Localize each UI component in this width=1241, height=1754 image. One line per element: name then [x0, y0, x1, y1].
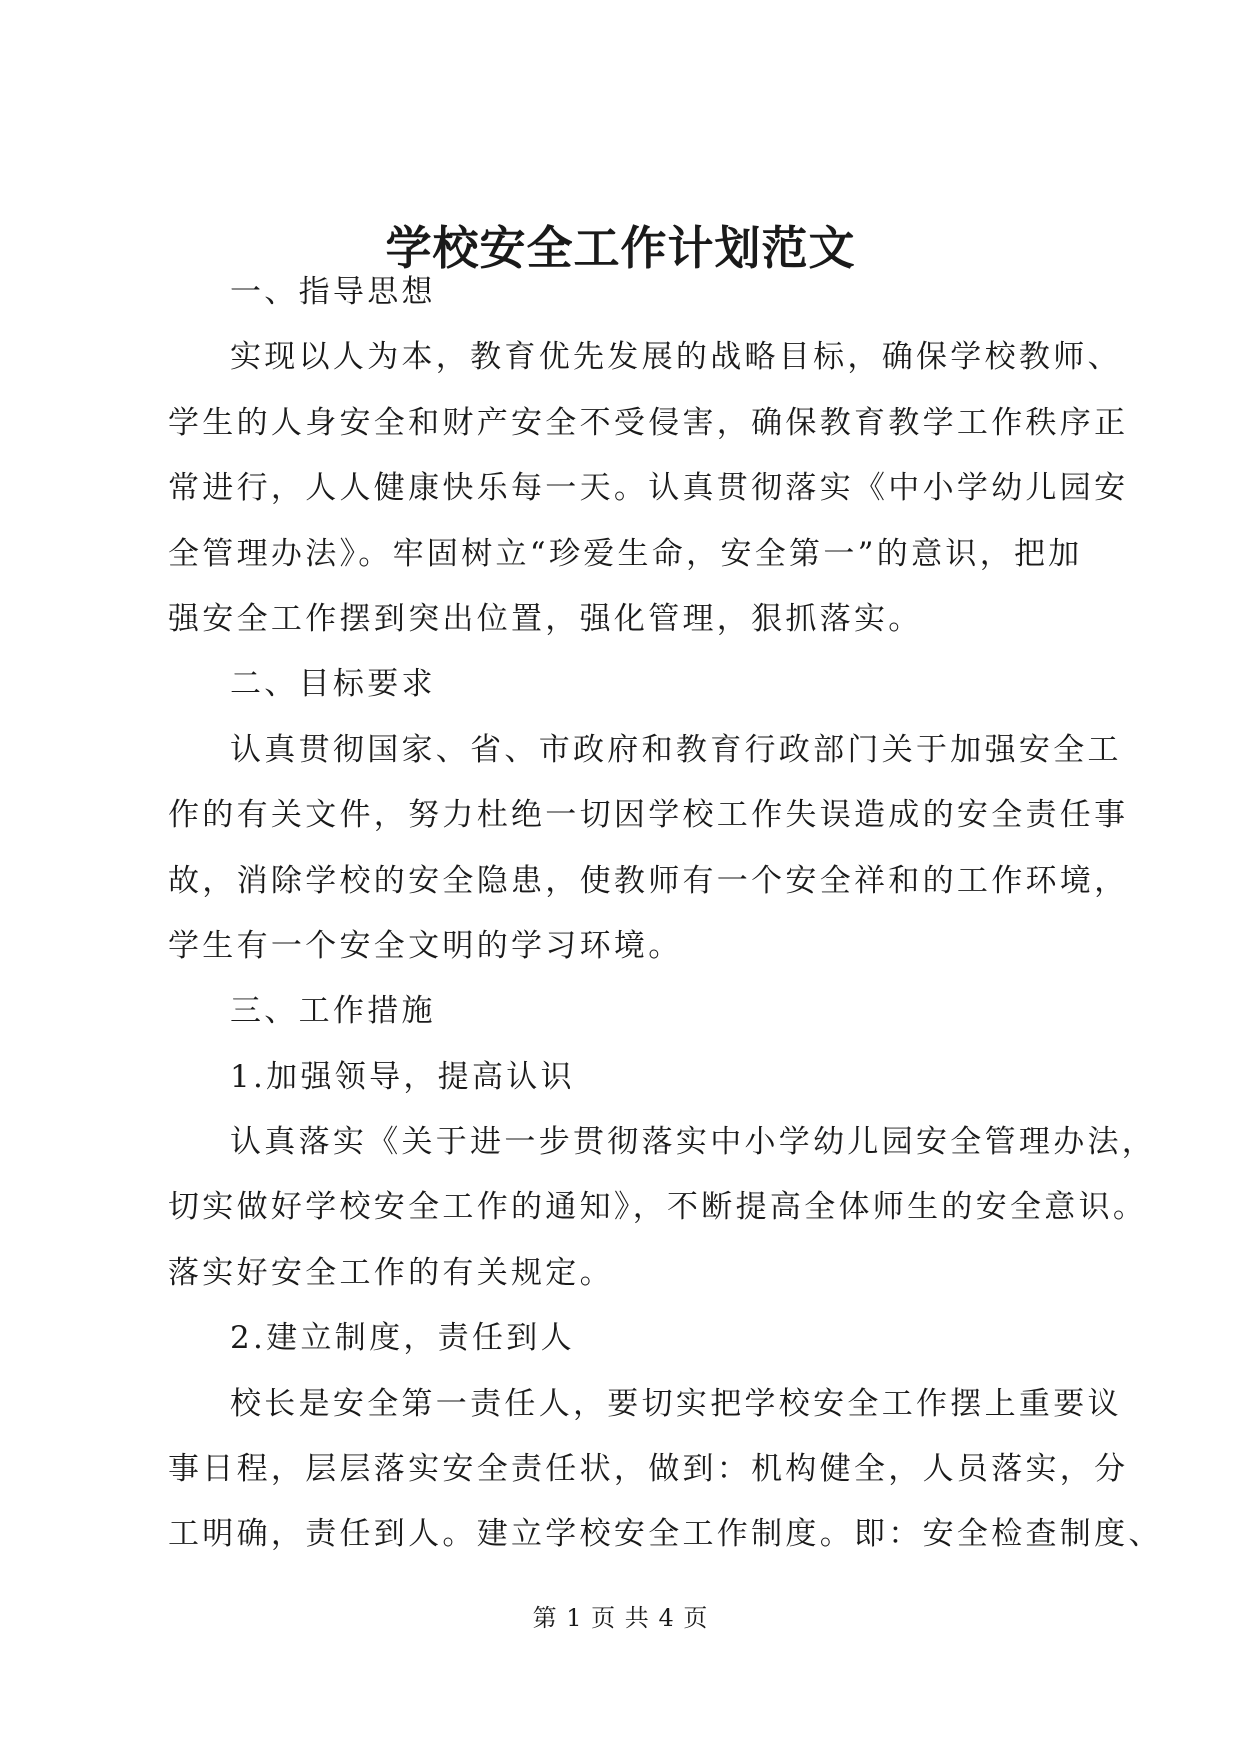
paragraph-line: 学生的人身安全和财产安全不受侵害，确保教育教学工作秩序正 [168, 404, 1129, 441]
document-body [168, 260, 1163, 1568]
subsection-heading: 2.建立制度，责任到人 [230, 1320, 575, 1357]
paragraph-line: 落实好安全工作的有关规定。 [168, 1254, 614, 1291]
paragraph-line: 事日程，层层落实安全责任状，做到：机构健全，人员落实，分 [168, 1451, 1129, 1488]
page-number-footer: 第 1 页 共 4 页 [532, 1604, 709, 1632]
paragraph-line: 全管理办法》。牢固树立“珍爱生命，安全第一”的意识，把加 [168, 535, 1083, 572]
document-title: 学校安全工作计划范文 [385, 221, 856, 275]
section-heading: 三、工作措施 [230, 993, 436, 1030]
paragraph-line: 工明确，责任到人。建立学校安全工作制度。即：安全检查制度、 [168, 1516, 1163, 1553]
section-heading: 二、目标要求 [230, 666, 436, 703]
paragraph-line: 常进行，人人健康快乐每一天。认真贯彻落实《中小学幼儿园安 [168, 470, 1129, 507]
paragraph-line: 强安全工作摆到突出位置，强化管理，狠抓落实。 [168, 600, 923, 637]
section-heading: 一、指导思想 [230, 274, 436, 310]
paragraph-line: 学生有一个安全文明的学习环境。 [168, 927, 683, 964]
paragraph-line: 切实做好学校安全工作的通知》，不断提高全体师生的安全意识。 [168, 1189, 1148, 1226]
paragraph-line: 故，消除学校的安全隐患，使教师有一个安全祥和的工作环境， [168, 862, 1129, 899]
paragraph-line: 作的有关文件，努力杜绝一切因学校工作失误造成的安全责任事 [168, 797, 1129, 834]
subsection-heading: 1.加强领导，提高认识 [230, 1058, 575, 1095]
paragraph-line: 认真贯彻国家、省、市政府和教育行政部门关于加强安全工 [230, 731, 1122, 768]
paragraph-line: 认真落实《关于进一步贯彻落实中小学幼儿园安全管理办法， [230, 1124, 1157, 1161]
paragraph-line: 校长是安全第一责任人，要切实把学校安全工作摆上重要议 [230, 1385, 1122, 1422]
paragraph-line: 实现以人为本，教育优先发展的战略目标，确保学校教师、 [230, 339, 1122, 376]
